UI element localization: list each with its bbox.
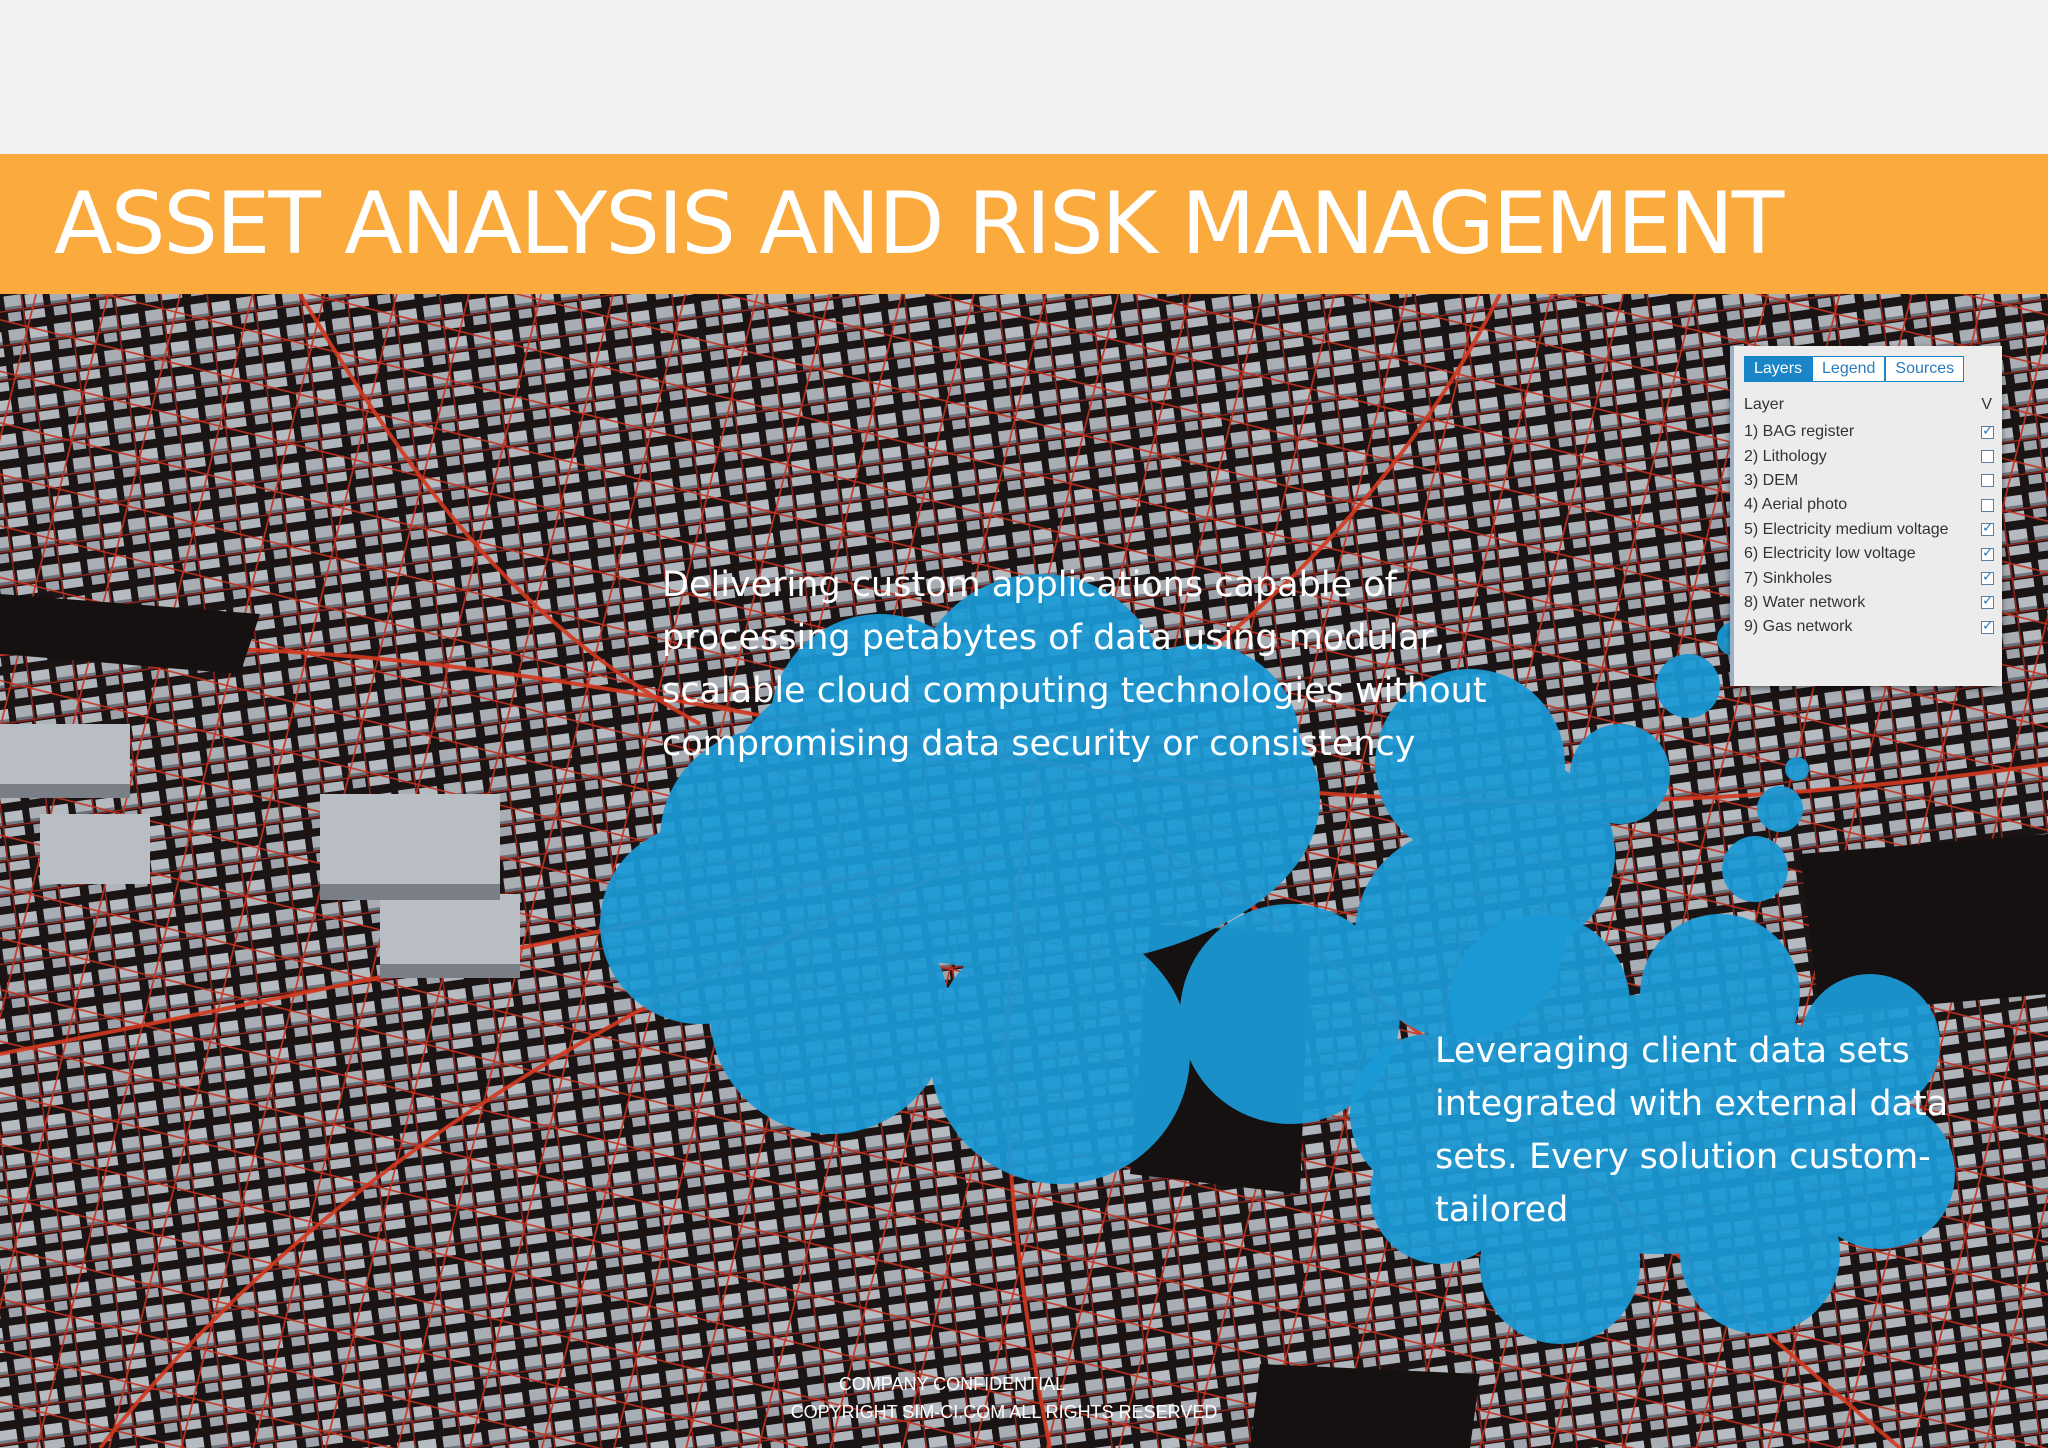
layer-label: 8) Water network — [1744, 593, 1866, 611]
layer-checkbox[interactable] — [1981, 474, 1994, 487]
layer-row — [1744, 518, 1994, 542]
footer-copyright: COPYRIGHT SIM-CI.COM ALL RIGHTS RESERVED — [790, 1402, 1218, 1422]
layer-label: 3) DEM — [1744, 471, 1799, 489]
top-margin — [0, 0, 2048, 154]
layer-label: 9) Gas network — [1744, 618, 1853, 636]
layer-label: 4) Aerial photo — [1744, 496, 1848, 514]
layer-list — [1744, 420, 1994, 640]
layer-checkbox[interactable] — [1981, 426, 1994, 439]
layer-row — [1744, 591, 1994, 615]
layer-label: 6) Electricity low voltage — [1744, 545, 1916, 563]
layer-row — [1744, 615, 1994, 639]
panel-tabs — [1744, 356, 1964, 382]
layer-column-label: Layer — [1744, 396, 1785, 413]
layers-panel — [1730, 346, 2002, 686]
layer-checkbox[interactable] — [1981, 596, 1994, 609]
layer-checkbox[interactable] — [1981, 499, 1994, 512]
layer-label: 1) BAG register — [1744, 423, 1855, 441]
layer-row — [1744, 420, 1994, 444]
layer-label: 7) Sinkholes — [1744, 569, 1833, 587]
layer-row — [1744, 542, 1994, 566]
callout-cloud-text: Leveraging client data sets integrated with external data sets. Every solution custom-tailored — [1435, 1031, 1949, 1230]
visibility-column-label: V — [1981, 396, 1992, 413]
layer-checkbox[interactable] — [1981, 572, 1994, 585]
layer-row — [1744, 566, 1994, 590]
tab-sources[interactable]: Sources — [1885, 356, 1964, 382]
layer-list-header — [1744, 396, 1992, 414]
tab-legend[interactable]: Legend — [1812, 356, 1885, 382]
layer-checkbox[interactable] — [1981, 548, 1994, 561]
layer-row — [1744, 493, 1994, 517]
layer-checkbox[interactable] — [1981, 523, 1994, 536]
layer-checkbox[interactable] — [1981, 450, 1994, 463]
tab-layers[interactable]: Layers — [1744, 356, 1812, 382]
slide-title: ASSET ANALYSIS AND RISK MANAGEMENT — [54, 174, 1783, 274]
callout-cloud-text: Delivering custom applications capable of processing petabytes of data using modular, scalable cloud computing technologies without compromising data security or consistency — [662, 565, 1487, 764]
layer-label: 2) Lithology — [1744, 447, 1827, 465]
footer-confidential: COMPANY CONFIDENTIAL — [838, 1374, 1066, 1394]
layer-row — [1744, 444, 1994, 468]
layer-checkbox[interactable] — [1981, 621, 1994, 634]
layer-row — [1744, 469, 1994, 493]
layer-label: 5) Electricity medium voltage — [1744, 520, 1949, 538]
